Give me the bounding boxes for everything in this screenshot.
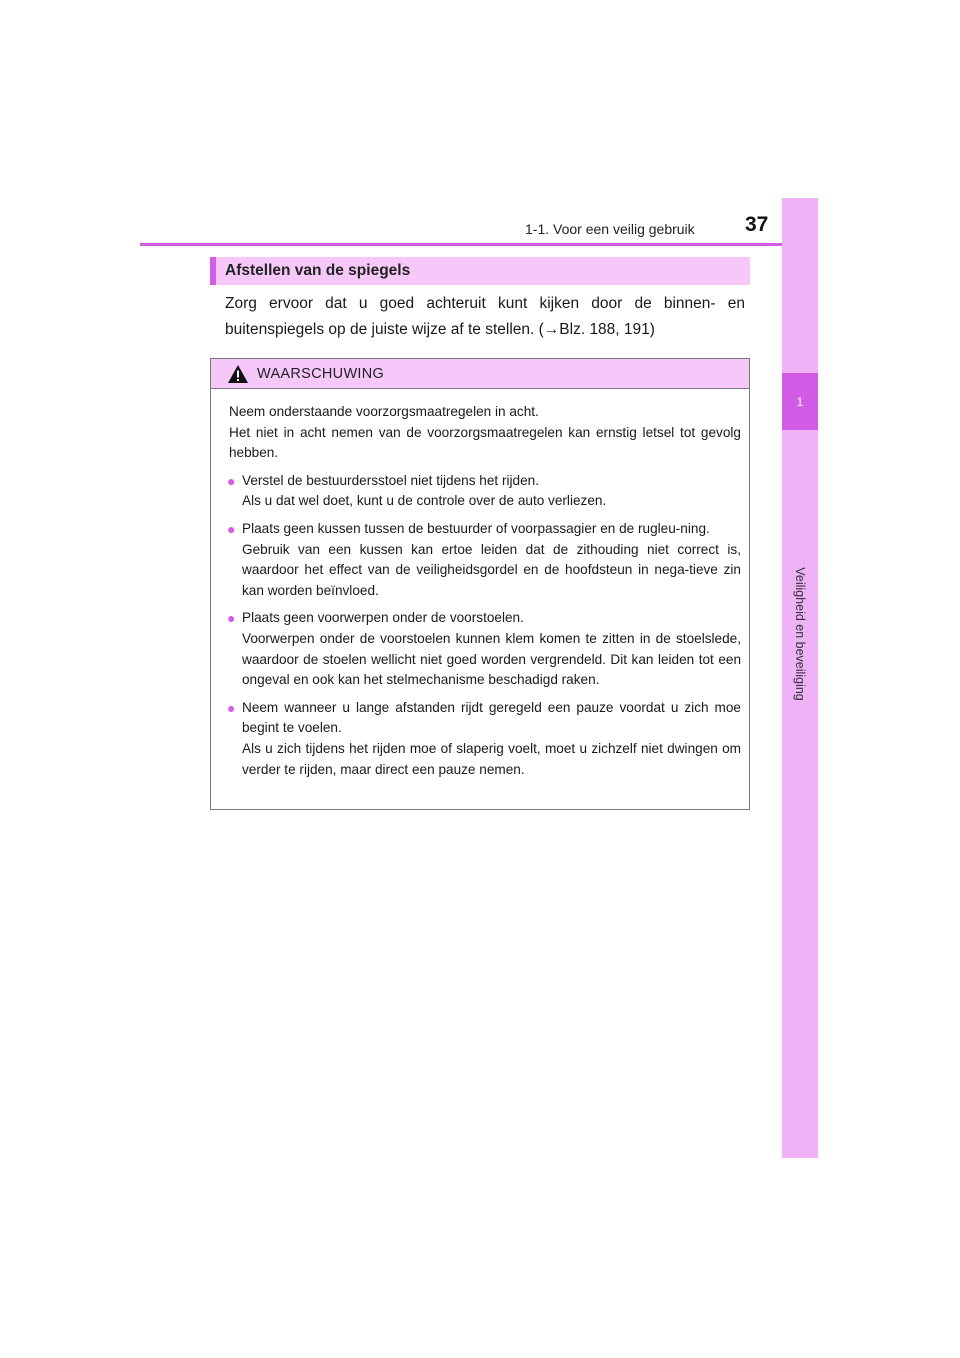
intro-paragraph	[225, 291, 745, 343]
warning-intro-line: Neem onderstaande voorzorgsmaatregelen in acht.	[229, 404, 539, 419]
header-rule	[140, 243, 818, 246]
warning-title: WAARSCHUWING	[257, 365, 385, 382]
chapter-label: Veiligheid en beveiliging	[793, 567, 807, 701]
list-item	[229, 519, 741, 601]
list-item	[229, 698, 741, 780]
intro-text: Zorg ervoor dat u goed achteruit kunt kijken door de binnen- en buitenspiegels op de juiste wijze af te stellen. (	[225, 295, 745, 338]
bullet-detail: Voorwerpen onder de voorstoelen kunnen klem komen te zitten in de stoelslede, waardoor de stoelen wellicht niet goed worden vergrendeld. Dit kan leiden tot een ongeval en ook kan het stelmechanisme beschadigd raken.	[242, 630, 741, 688]
bullet-dot-icon: ●	[227, 610, 236, 627]
bullet-lead: Plaats geen voorwerpen onder de voorstoelen.	[242, 610, 524, 626]
warning-list	[229, 471, 741, 780]
page-number: 37	[745, 213, 769, 236]
arrow-right-icon: →	[543, 321, 560, 338]
warning-intro-line: Het niet in acht nemen van de voorzorgsmaatregelen kan ernstig letsel tot gevolg hebben.	[229, 424, 741, 461]
bullet-dot-icon: ●	[227, 699, 236, 716]
bullet-dot-icon: ●	[227, 472, 236, 489]
warning-body	[211, 389, 749, 780]
chapter-number: 1	[782, 373, 818, 430]
bullet-detail: Gebruik van een kussen kan ertoe leiden dat de zithouding niet correct is, waardoor het effect van de veiligheidsgordel en de hoofdsteun in nega-tieve zin kan worden beïnvloed.	[242, 541, 741, 598]
bullet-detail: Als u zich tijdens het rijden moe of slaperig voelt, moet u zichzelf niet dwingen om verder te rijden, maar direct een pauze nemen.	[242, 740, 741, 777]
page-reference: Blz. 188, 191)	[559, 321, 655, 338]
bullet-lead: Neem wanneer u lange afstanden rijdt geregeld een pauze voordat u zich moe begint te voelen.	[242, 699, 741, 736]
chapter-side-tab	[782, 198, 818, 1158]
list-item	[229, 471, 741, 512]
warning-triangle-icon	[227, 364, 249, 384]
bullet-dot-icon: ●	[227, 520, 236, 537]
warning-box	[210, 358, 750, 810]
list-item	[229, 608, 741, 690]
section-title: Afstellen van de spiegels	[210, 257, 750, 285]
bullet-lead: Plaats geen kussen tussen de bestuurder of voorpassagier en de rugleu-ning.	[242, 520, 710, 536]
bullet-lead: Verstel de bestuurdersstoel niet tijdens het rijden.	[242, 472, 539, 488]
running-header: 1-1. Voor een veilig gebruik	[525, 221, 695, 237]
warning-header	[211, 359, 749, 389]
bullet-detail: Als u dat wel doet, kunt u de controle over de auto verliezen.	[242, 493, 607, 509]
